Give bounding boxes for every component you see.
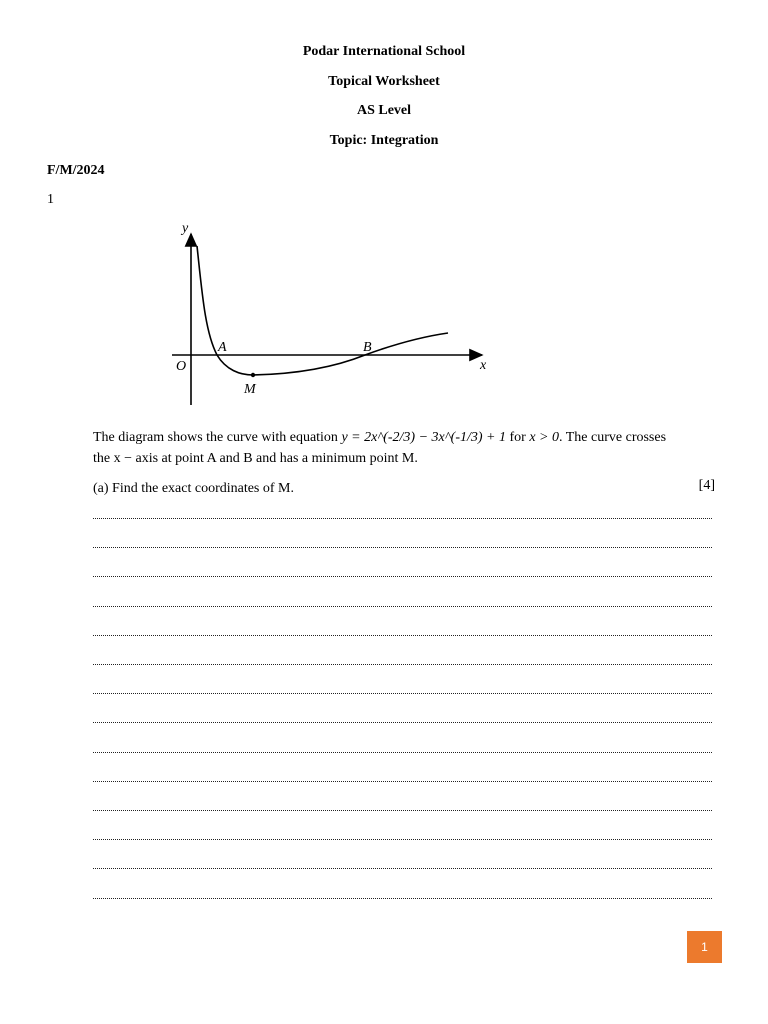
answer-line — [93, 575, 712, 577]
answer-line — [93, 867, 712, 869]
y-axis-label: y — [182, 221, 189, 236]
session-code: F/M/2024 — [47, 163, 105, 178]
answer-line — [93, 751, 712, 753]
condition: x > 0 — [529, 430, 559, 445]
page-number: 1 — [687, 931, 722, 963]
question-number: 1 — [47, 192, 54, 207]
answer-line — [93, 809, 712, 811]
answer-line — [93, 605, 712, 607]
stem-text-c: . The curve crosses — [559, 430, 667, 445]
answer-line — [93, 517, 712, 519]
point-m-label: M — [244, 382, 256, 397]
worksheet-title: Topical Worksheet — [328, 74, 440, 89]
point-a-label: A — [218, 340, 227, 355]
stem-text-a: The diagram shows the curve with equation — [93, 430, 342, 445]
stem-text-b: for — [506, 430, 530, 445]
minimum-point-marker — [251, 373, 255, 377]
part-a-prompt: (a) Find the exact coordinates of M. — [93, 481, 294, 496]
topic-label: Topic: Integration — [329, 133, 439, 148]
answer-line — [93, 897, 712, 899]
point-b-label: B — [363, 340, 372, 355]
origin-label: O — [176, 359, 187, 374]
answer-line — [93, 634, 712, 636]
equation: y = 2x^(-2/3) − 3x^(-1/3) + 1 — [341, 430, 506, 445]
answer-line — [93, 838, 712, 840]
part-a-marks: [4] — [698, 478, 715, 493]
answer-line — [93, 780, 712, 782]
answer-line — [93, 692, 712, 694]
question-stem-line-1 — [93, 427, 715, 448]
answer-line — [93, 546, 712, 548]
answer-line — [93, 663, 712, 665]
x-axis-label: x — [480, 358, 487, 373]
level-label: AS Level — [356, 103, 412, 118]
question-stem-line-2: the x − axis at point A and B and has a minimum point M. — [93, 451, 418, 466]
curve-diagram — [160, 212, 500, 412]
school-name: Podar International School — [302, 44, 466, 59]
answer-line — [93, 721, 712, 723]
